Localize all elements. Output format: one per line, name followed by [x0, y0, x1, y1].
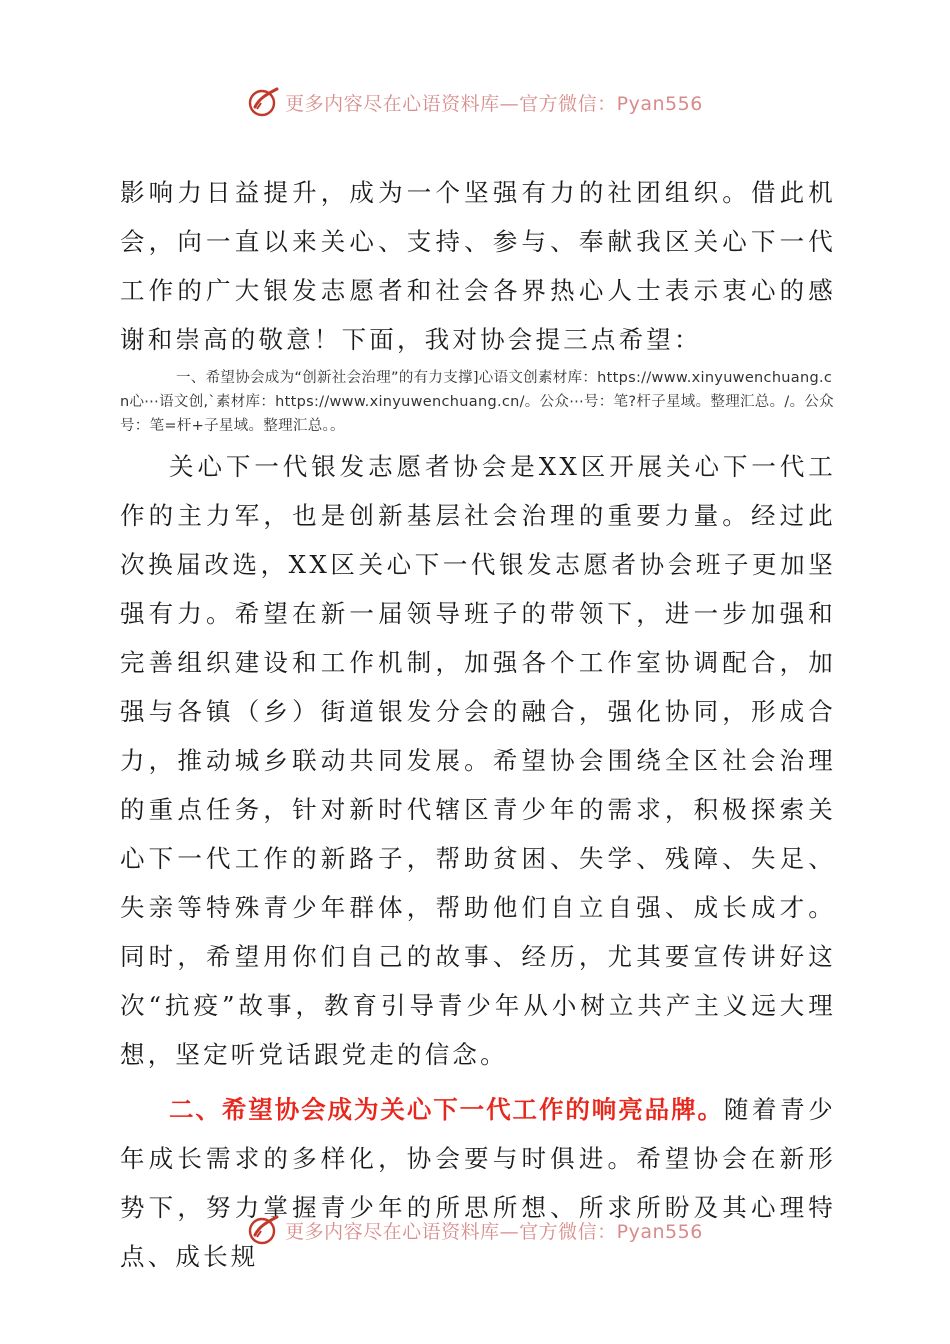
- header-banner-text: 更多内容尽在心语资料库—官方微信：Pyan556: [285, 92, 703, 115]
- paragraph-3-text: 随着青少年成长需求的多样化，协会要与时俱进。希望协会在新形势下，努力掌握青少年的所思所想、所求所盼及其心理特点、成长规: [120, 1095, 836, 1271]
- section-heading-2: 二、希望协会成为关心下一代工作的响亮品牌。: [169, 1095, 724, 1124]
- paragraph-1: 影响力日益提升，成为一个坚强有力的社团组织。借此机会，向一直以来关心、支持、参与、奉献我区关心下一代工作的广大银发志愿者和社会各界热心人士表示衷心的感谢和崇高的敬意！下面，我对协会提三点希望：: [120, 178, 836, 354]
- paragraph-2: 关心下一代银发志愿者协会是XX区开展关心下一代工作的主力军，也是创新基层社会治理的重要力量。经过此次换届改选，XX区关心下一代银发志愿者协会班子更加坚强有力。希望在新一届领导班子的带领下，进一步加强和完善组织建设和工作机制，加强各个工作室协调配合，加强与各镇（乡）街道银发分会的融合，强化协同，形成合力，推动城乡联动共同发展。希望协会围绕全区社会治理的重点任务，针对新时代辖区青少年的需求，积极探索关心下一代工作的新路子，帮助贫困、失学、残障、失足、失亲等特殊青少年群体，帮助他们自立自强、成长成才。同时，希望用你们自己的故事、经历，尤其要宣传讲好这次“抗疫”故事，教育引导青少年从小树立共产主义远大理想，坚定听党话跟党走的信念。: [120, 452, 836, 1069]
- footer-banner-text: 更多内容尽在心语资料库—官方微信：Pyan556: [285, 1220, 703, 1243]
- paragraph-3: [120, 1085, 836, 1281]
- pen-logo-icon: [247, 1213, 281, 1247]
- pen-logo-icon: [247, 85, 281, 119]
- document-body: [120, 168, 836, 1281]
- header-banner: [0, 82, 950, 122]
- footer-banner: [0, 1210, 950, 1250]
- watermark-note: 一、希望协会成为“创新社会治理”的有力支撑]心语文创素材库：https://www.xinyuwenchuang.cn心⋯语文创,`素材库：https://www.xinyuwenchuang.cn/。公众⋯号：笔?杆子星域。整理汇总。/。公众号：笔=杆+子星域。整理汇总。。: [120, 370, 834, 434]
